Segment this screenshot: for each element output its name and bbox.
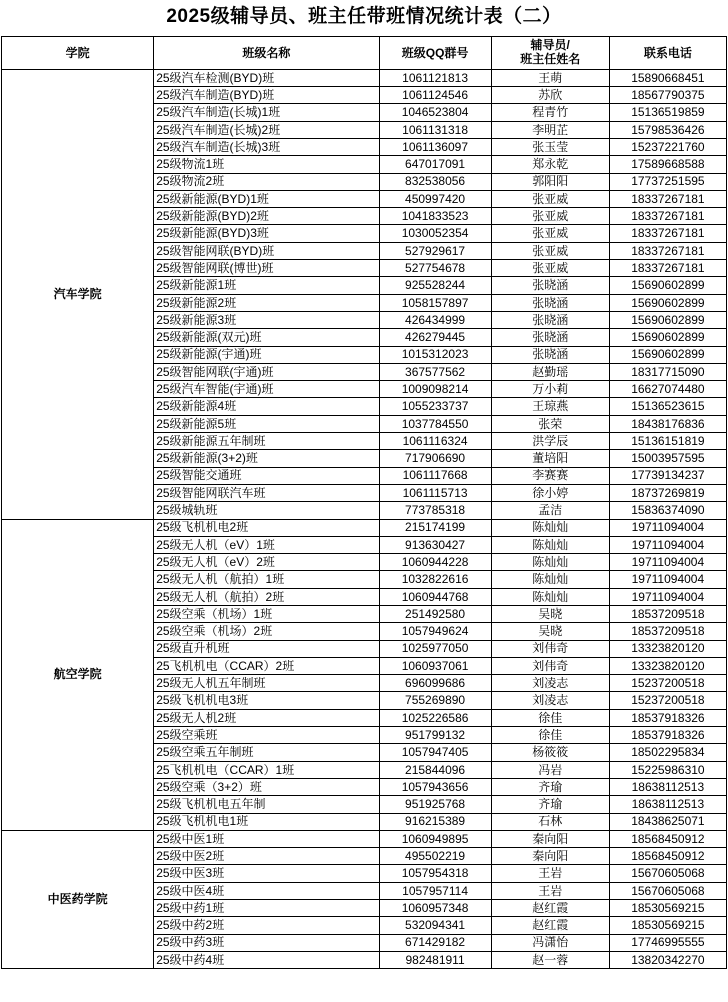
phone-cell: 15225986310 bbox=[609, 761, 726, 778]
teacher-name-cell: 李赛赛 bbox=[491, 467, 609, 484]
class-name-cell: 25级空乘（机场）1班 bbox=[154, 606, 379, 623]
phone-cell: 18337267181 bbox=[609, 208, 726, 225]
class-name-cell: 25级汽车制造(BYD)班 bbox=[154, 87, 379, 104]
qq-group-cell: 215174199 bbox=[379, 519, 491, 536]
teacher-name-cell: 王岩 bbox=[491, 882, 609, 899]
teacher-name-cell: 陈灿灿 bbox=[491, 588, 609, 605]
qq-group-cell: 1060944228 bbox=[379, 554, 491, 571]
qq-group-cell: 1055233737 bbox=[379, 398, 491, 415]
teacher-name-cell: 张亚威 bbox=[491, 225, 609, 242]
teacher-name-cell: 王岩 bbox=[491, 865, 609, 882]
phone-cell: 19711094004 bbox=[609, 571, 726, 588]
class-name-cell: 25级空乘（机场）2班 bbox=[154, 623, 379, 640]
teacher-name-cell: 赵红霞 bbox=[491, 900, 609, 917]
teacher-name-cell: 齐瑜 bbox=[491, 796, 609, 813]
qq-group-cell: 527754678 bbox=[379, 260, 491, 277]
qq-group-cell: 251492580 bbox=[379, 606, 491, 623]
table-row bbox=[2, 69, 727, 86]
phone-cell: 15690602899 bbox=[609, 346, 726, 363]
qq-group-cell: 1032822616 bbox=[379, 571, 491, 588]
qq-group-cell: 450997420 bbox=[379, 190, 491, 207]
teacher-name-cell: 万小莉 bbox=[491, 381, 609, 398]
qq-group-cell: 1061121813 bbox=[379, 69, 491, 86]
teacher-name-cell: 赵勤瑶 bbox=[491, 363, 609, 380]
phone-cell: 15690602899 bbox=[609, 329, 726, 346]
teacher-name-cell: 刘凌志 bbox=[491, 692, 609, 709]
class-name-cell: 25级无人机（航拍）2班 bbox=[154, 588, 379, 605]
qq-group-cell: 1060949895 bbox=[379, 830, 491, 847]
qq-group-cell: 671429182 bbox=[379, 934, 491, 951]
class-name-cell: 25级新能源1班 bbox=[154, 277, 379, 294]
qq-group-cell: 215844096 bbox=[379, 761, 491, 778]
class-name-cell: 25级智能网联(宇通)班 bbox=[154, 363, 379, 380]
qq-group-cell: 1030052354 bbox=[379, 225, 491, 242]
phone-cell: 13323820120 bbox=[609, 657, 726, 674]
qq-group-cell: 951799132 bbox=[379, 727, 491, 744]
teacher-name-cell: 赵一蓉 bbox=[491, 951, 609, 968]
phone-cell: 15690602899 bbox=[609, 311, 726, 328]
class-name-cell: 25级智能网联(BYD)班 bbox=[154, 242, 379, 259]
qq-group-cell: 1025977050 bbox=[379, 640, 491, 657]
teacher-name-cell: 刘伟奇 bbox=[491, 640, 609, 657]
table-body bbox=[2, 69, 727, 968]
qq-group-cell: 426279445 bbox=[379, 329, 491, 346]
teacher-name-cell: 张晓涵 bbox=[491, 329, 609, 346]
class-name-cell: 25级新能源4班 bbox=[154, 398, 379, 415]
qq-group-cell: 1061136097 bbox=[379, 138, 491, 155]
phone-cell: 18530569215 bbox=[609, 917, 726, 934]
qq-group-cell: 916215389 bbox=[379, 813, 491, 830]
qq-group-cell: 1057943656 bbox=[379, 778, 491, 795]
class-name-cell: 25级飞机机电1班 bbox=[154, 813, 379, 830]
teacher-name-cell: 徐佳 bbox=[491, 709, 609, 726]
phone-cell: 18537209518 bbox=[609, 606, 726, 623]
class-name-cell: 25级汽车检测(BYD)班 bbox=[154, 69, 379, 86]
class-name-cell: 25级中医1班 bbox=[154, 830, 379, 847]
class-name-cell: 25级空乘五年制班 bbox=[154, 744, 379, 761]
class-name-cell: 25级物流1班 bbox=[154, 156, 379, 173]
phone-cell: 15890668451 bbox=[609, 69, 726, 86]
qq-group-cell: 1061124546 bbox=[379, 87, 491, 104]
phone-cell: 18568450912 bbox=[609, 848, 726, 865]
teacher-name-cell: 秦向阳 bbox=[491, 830, 609, 847]
qq-group-cell: 925528244 bbox=[379, 277, 491, 294]
qq-group-cell: 647017091 bbox=[379, 156, 491, 173]
qq-group-cell: 426434999 bbox=[379, 311, 491, 328]
teacher-name-cell: 徐佳 bbox=[491, 727, 609, 744]
college-cell: 航空学院 bbox=[2, 519, 154, 830]
class-name-cell: 25级飞机机电五年制 bbox=[154, 796, 379, 813]
teacher-name-cell: 洪学辰 bbox=[491, 433, 609, 450]
class-name-cell: 25级中医2班 bbox=[154, 848, 379, 865]
qq-group-cell: 913630427 bbox=[379, 536, 491, 553]
class-name-cell: 25级新能源(BYD)3班 bbox=[154, 225, 379, 242]
teacher-name-cell: 张晓涵 bbox=[491, 277, 609, 294]
phone-cell: 17737251595 bbox=[609, 173, 726, 190]
phone-cell: 17739134237 bbox=[609, 467, 726, 484]
table-row bbox=[2, 830, 727, 847]
phone-cell: 15136151819 bbox=[609, 433, 726, 450]
class-name-cell: 25级无人机2班 bbox=[154, 709, 379, 726]
teacher-name-cell: 冯潇怡 bbox=[491, 934, 609, 951]
class-name-cell: 25飞机机电（CCAR）1班 bbox=[154, 761, 379, 778]
qq-group-cell: 1057947405 bbox=[379, 744, 491, 761]
qq-group-cell: 1061131318 bbox=[379, 121, 491, 138]
class-name-cell: 25级空乘（3+2）班 bbox=[154, 778, 379, 795]
class-name-cell: 25级城轨班 bbox=[154, 502, 379, 519]
phone-cell: 15136519859 bbox=[609, 104, 726, 121]
qq-group-cell: 1057954318 bbox=[379, 865, 491, 882]
class-name-cell: 25级中药1班 bbox=[154, 900, 379, 917]
teacher-name-cell: 程青竹 bbox=[491, 104, 609, 121]
teacher-name-cell: 张晓涵 bbox=[491, 294, 609, 311]
phone-cell: 18337267181 bbox=[609, 260, 726, 277]
qq-group-cell: 1061117668 bbox=[379, 467, 491, 484]
teacher-name-cell: 张亚威 bbox=[491, 242, 609, 259]
class-name-cell: 25飞机机电（CCAR）2班 bbox=[154, 657, 379, 674]
teacher-name-cell: 董培阳 bbox=[491, 450, 609, 467]
teacher-name-cell: 陈灿灿 bbox=[491, 519, 609, 536]
class-name-cell: 25级汽车制造(长城)1班 bbox=[154, 104, 379, 121]
class-name-cell: 25级新能源(双元)班 bbox=[154, 329, 379, 346]
teacher-name-cell: 吴晓 bbox=[491, 623, 609, 640]
teacher-name-cell: 杨筱筱 bbox=[491, 744, 609, 761]
qq-group-cell: 1025226586 bbox=[379, 709, 491, 726]
qq-group-cell: 367577562 bbox=[379, 363, 491, 380]
header-college: 学院 bbox=[2, 36, 154, 69]
teacher-name-cell: 齐瑜 bbox=[491, 778, 609, 795]
teacher-name-cell: 陈灿灿 bbox=[491, 536, 609, 553]
qq-group-cell: 495502219 bbox=[379, 848, 491, 865]
phone-cell: 18537918326 bbox=[609, 709, 726, 726]
qq-group-cell: 951925768 bbox=[379, 796, 491, 813]
phone-cell: 18337267181 bbox=[609, 225, 726, 242]
teacher-name-cell: 王萌 bbox=[491, 69, 609, 86]
teacher-name-cell: 张亚威 bbox=[491, 190, 609, 207]
qq-group-cell: 696099686 bbox=[379, 675, 491, 692]
phone-cell: 15670605068 bbox=[609, 882, 726, 899]
teacher-name-cell: 张晓涵 bbox=[491, 311, 609, 328]
teacher-name-cell: 郑永乾 bbox=[491, 156, 609, 173]
teacher-name-cell: 陈灿灿 bbox=[491, 571, 609, 588]
qq-group-cell: 1057957114 bbox=[379, 882, 491, 899]
qq-group-cell: 532094341 bbox=[379, 917, 491, 934]
class-name-cell: 25级中药3班 bbox=[154, 934, 379, 951]
phone-cell: 15237221760 bbox=[609, 138, 726, 155]
qq-group-cell: 1060944768 bbox=[379, 588, 491, 605]
class-name-cell: 25级飞机机电2班 bbox=[154, 519, 379, 536]
qq-group-cell: 1057949624 bbox=[379, 623, 491, 640]
college-cell: 汽车学院 bbox=[2, 69, 154, 519]
phone-cell: 18537209518 bbox=[609, 623, 726, 640]
statistics-table bbox=[1, 36, 727, 969]
class-name-cell: 25级新能源2班 bbox=[154, 294, 379, 311]
class-name-cell: 25级汽车制造(长城)3班 bbox=[154, 138, 379, 155]
teacher-name-cell: 秦向阳 bbox=[491, 848, 609, 865]
teacher-name-cell: 苏欣 bbox=[491, 87, 609, 104]
phone-cell: 19711094004 bbox=[609, 536, 726, 553]
phone-cell: 19711094004 bbox=[609, 519, 726, 536]
class-name-cell: 25级新能源五年制班 bbox=[154, 433, 379, 450]
class-name-cell: 25级中药4班 bbox=[154, 951, 379, 968]
class-name-cell: 25级飞机机电3班 bbox=[154, 692, 379, 709]
phone-cell: 15237200518 bbox=[609, 675, 726, 692]
teacher-name-cell: 石林 bbox=[491, 813, 609, 830]
teacher-name-cell: 郭阳阳 bbox=[491, 173, 609, 190]
teacher-name-cell: 王琼燕 bbox=[491, 398, 609, 415]
qq-group-cell: 1046523804 bbox=[379, 104, 491, 121]
college-cell: 中医药学院 bbox=[2, 830, 154, 968]
header-class-name: 班级名称 bbox=[154, 36, 379, 69]
phone-cell: 15798536426 bbox=[609, 121, 726, 138]
phone-cell: 15836374090 bbox=[609, 502, 726, 519]
phone-cell: 18737269819 bbox=[609, 484, 726, 501]
phone-cell: 17589668588 bbox=[609, 156, 726, 173]
teacher-name-cell: 刘伟奇 bbox=[491, 657, 609, 674]
phone-cell: 18438176836 bbox=[609, 415, 726, 432]
class-name-cell: 25级直升机班 bbox=[154, 640, 379, 657]
qq-group-cell: 1015312023 bbox=[379, 346, 491, 363]
phone-cell: 15136523615 bbox=[609, 398, 726, 415]
header-teacher-line2: 班主任姓名 bbox=[520, 51, 581, 66]
class-name-cell: 25级中药2班 bbox=[154, 917, 379, 934]
table-header bbox=[2, 36, 727, 69]
phone-cell: 18638112513 bbox=[609, 778, 726, 795]
phone-cell: 17746995555 bbox=[609, 934, 726, 951]
phone-cell: 15237200518 bbox=[609, 692, 726, 709]
qq-group-cell: 717906690 bbox=[379, 450, 491, 467]
phone-cell: 18638112513 bbox=[609, 796, 726, 813]
qq-group-cell: 832538056 bbox=[379, 173, 491, 190]
class-name-cell: 25级空乘班 bbox=[154, 727, 379, 744]
class-name-cell: 25级新能源3班 bbox=[154, 311, 379, 328]
teacher-name-cell: 刘凌志 bbox=[491, 675, 609, 692]
header-teacher bbox=[491, 36, 609, 69]
class-name-cell: 25级中医4班 bbox=[154, 882, 379, 899]
teacher-name-cell: 张亚威 bbox=[491, 260, 609, 277]
teacher-name-cell: 张晓涵 bbox=[491, 346, 609, 363]
phone-cell: 18502295834 bbox=[609, 744, 726, 761]
class-name-cell: 25级新能源5班 bbox=[154, 415, 379, 432]
qq-group-cell: 755269890 bbox=[379, 692, 491, 709]
qq-group-cell: 1061116324 bbox=[379, 433, 491, 450]
header-qq-group: 班级QQ群号 bbox=[379, 36, 491, 69]
class-name-cell: 25级智能交通班 bbox=[154, 467, 379, 484]
phone-cell: 15690602899 bbox=[609, 294, 726, 311]
phone-cell: 19711094004 bbox=[609, 588, 726, 605]
phone-cell: 18317715090 bbox=[609, 363, 726, 380]
qq-group-cell: 982481911 bbox=[379, 951, 491, 968]
teacher-name-cell: 冯岩 bbox=[491, 761, 609, 778]
phone-cell: 13323820120 bbox=[609, 640, 726, 657]
teacher-name-cell: 陈灿灿 bbox=[491, 554, 609, 571]
class-name-cell: 25级物流2班 bbox=[154, 173, 379, 190]
qq-group-cell: 1058157897 bbox=[379, 294, 491, 311]
class-name-cell: 25级智能网联(博世)班 bbox=[154, 260, 379, 277]
teacher-name-cell: 赵红霞 bbox=[491, 917, 609, 934]
header-teacher-line1: 辅导员/ bbox=[530, 38, 570, 52]
teacher-name-cell: 徐小婷 bbox=[491, 484, 609, 501]
qq-group-cell: 773785318 bbox=[379, 502, 491, 519]
teacher-name-cell: 吴晓 bbox=[491, 606, 609, 623]
qq-group-cell: 1009098214 bbox=[379, 381, 491, 398]
phone-cell: 15690602899 bbox=[609, 277, 726, 294]
qq-group-cell: 1060937061 bbox=[379, 657, 491, 674]
class-name-cell: 25级汽车智能(宇通)班 bbox=[154, 381, 379, 398]
phone-cell: 18567790375 bbox=[609, 87, 726, 104]
teacher-name-cell: 李明芷 bbox=[491, 121, 609, 138]
phone-cell: 18530569215 bbox=[609, 900, 726, 917]
class-name-cell: 25级新能源(宇通)班 bbox=[154, 346, 379, 363]
qq-group-cell: 1060957348 bbox=[379, 900, 491, 917]
phone-cell: 13820342270 bbox=[609, 951, 726, 968]
class-name-cell: 25级无人机（航拍）1班 bbox=[154, 571, 379, 588]
phone-cell: 19711094004 bbox=[609, 554, 726, 571]
class-name-cell: 25级智能网联汽车班 bbox=[154, 484, 379, 501]
class-name-cell: 25级无人机五年制班 bbox=[154, 675, 379, 692]
class-name-cell: 25级无人机（eV）2班 bbox=[154, 554, 379, 571]
teacher-name-cell: 张玉莹 bbox=[491, 138, 609, 155]
phone-cell: 18438625071 bbox=[609, 813, 726, 830]
phone-cell: 18537918326 bbox=[609, 727, 726, 744]
phone-cell: 15003957595 bbox=[609, 450, 726, 467]
class-name-cell: 25级汽车制造(长城)2班 bbox=[154, 121, 379, 138]
qq-group-cell: 1061115713 bbox=[379, 484, 491, 501]
header-row bbox=[2, 36, 727, 69]
teacher-name-cell: 张荣 bbox=[491, 415, 609, 432]
table-row bbox=[2, 519, 727, 536]
qq-group-cell: 1037784550 bbox=[379, 415, 491, 432]
qq-group-cell: 527929617 bbox=[379, 242, 491, 259]
phone-cell: 15670605068 bbox=[609, 865, 726, 882]
class-name-cell: 25级新能源(BYD)1班 bbox=[154, 190, 379, 207]
page-title: 2025级辅导员、班主任带班情况统计表（二） bbox=[166, 6, 562, 27]
qq-group-cell: 1041833523 bbox=[379, 208, 491, 225]
phone-cell: 18568450912 bbox=[609, 830, 726, 847]
phone-cell: 18337267181 bbox=[609, 190, 726, 207]
teacher-name-cell: 张亚威 bbox=[491, 208, 609, 225]
teacher-name-cell: 孟洁 bbox=[491, 502, 609, 519]
class-name-cell: 25级中医3班 bbox=[154, 865, 379, 882]
class-name-cell: 25级无人机（eV）1班 bbox=[154, 536, 379, 553]
class-name-cell: 25级新能源(3+2)班 bbox=[154, 450, 379, 467]
class-name-cell: 25级新能源(BYD)2班 bbox=[154, 208, 379, 225]
phone-cell: 18337267181 bbox=[609, 242, 726, 259]
header-phone: 联系电话 bbox=[609, 36, 726, 69]
phone-cell: 16627074480 bbox=[609, 381, 726, 398]
